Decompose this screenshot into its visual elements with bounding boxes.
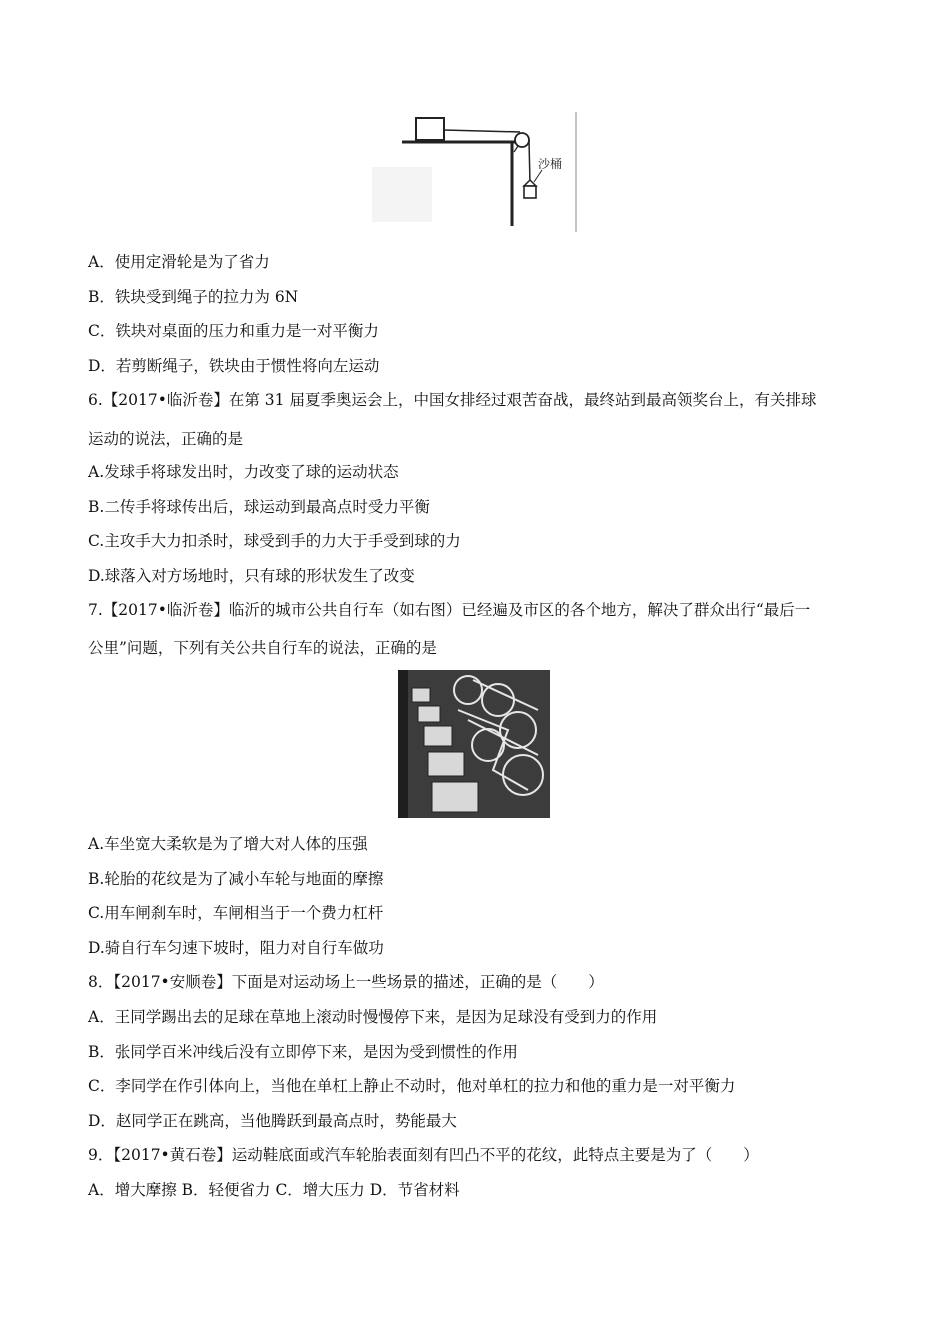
q8-option-a: A．王同学踢出去的足球在草地上滚动时慢慢停下来，是因为足球没有受到力的作用 [88, 1008, 658, 1026]
q6-option-a: A.发球手将球发出时，力改变了球的运动状态 [88, 463, 399, 481]
q5-option-b: B．铁块受到绳子的拉力为 6N [88, 288, 299, 306]
dock-post [412, 688, 430, 702]
q7-option-b: B.轮胎的花纹是为了减小车轮与地面的摩擦 [88, 870, 384, 888]
q9-options: A．增大摩擦 B．轻便省力 C．增大压力 D．节省材料 [88, 1181, 460, 1199]
scan-smudge [372, 167, 432, 222]
bicycle-photo-drawing [398, 670, 550, 818]
q6-stem-line1: 6.【2017•临沂卷】在第 31 届夏季奥运会上，中国女排经过艰苦奋战，最终站到最高领奖台上，有关排球 [88, 391, 817, 409]
bicycle-photo [398, 670, 550, 818]
pulley-wheel [515, 133, 529, 147]
pulley-diagram [372, 112, 578, 232]
q7-stem-line2: 公里”问题，下列有关公共自行车的说法，正确的是 [88, 639, 437, 657]
q5-option-c: C．铁块对桌面的压力和重力是一对平衡力 [88, 322, 379, 340]
sand-bucket [524, 186, 536, 198]
q8-stem: 8．【2017•安顺卷】下面是对运动场上一些场景的描述，正确的是（ ） [88, 973, 604, 991]
q6-stem-line2: 运动的说法，正确的是 [88, 430, 244, 448]
q6-option-c: C.主攻手大力扣杀时，球受到手的力大于手受到球的力 [88, 532, 461, 550]
q7-option-d: D.骑自行车匀速下坡时，阻力对自行车做功 [88, 939, 384, 957]
q8-option-c: C．李同学在作引体向上，当他在单杠上静止不动时，他对单杠的拉力和他的重力是一对平衡力 [88, 1077, 736, 1095]
dock-post [432, 782, 478, 812]
photo-shadow [398, 670, 408, 818]
sand-bucket-label: 沙桶 [538, 157, 563, 171]
pulley-diagram-drawing [372, 112, 578, 232]
q7-option-a: A.车坐宽大柔软是为了增大对人体的压强 [88, 835, 368, 853]
dock-post [428, 752, 464, 776]
q6-option-d: D.球落入对方场地时，只有球的形状发生了改变 [88, 567, 415, 585]
rope-vertical [529, 140, 530, 184]
q8-option-b: B．张同学百米冲线后没有立即停下来，是因为受到惯性的作用 [88, 1043, 518, 1061]
q5-option-a: A．使用定滑轮是为了省力 [88, 253, 270, 271]
q7-stem-line1: 7.【2017•临沂卷】临沂的城市公共自行车（如右图）已经遍及市区的各个地方，解决了群众出行“最后一 [88, 601, 811, 619]
rope-horizontal [444, 130, 520, 132]
q9-stem: 9．【2017•黄石卷】运动鞋底面或汽车轮胎表面刻有凹凸不平的花纹，此特点主要是为了（ ） [88, 1146, 759, 1164]
dock-post [424, 726, 452, 746]
q7-option-c: C.用车闸刹车时，车闸相当于一个费力杠杆 [88, 904, 384, 922]
dock-post [418, 706, 440, 722]
label-leader-line [534, 170, 542, 182]
q6-option-b: B.二传手将球传出后，球运动到最高点时受力平衡 [88, 498, 430, 516]
pulley-bracket [514, 146, 518, 152]
iron-block [416, 118, 444, 140]
q8-option-d: D．赵同学正在跳高，当他腾跃到最高点时，势能最大 [88, 1112, 457, 1130]
q5-option-d: D．若剪断绳子，铁块由于惯性将向左运动 [88, 357, 380, 375]
